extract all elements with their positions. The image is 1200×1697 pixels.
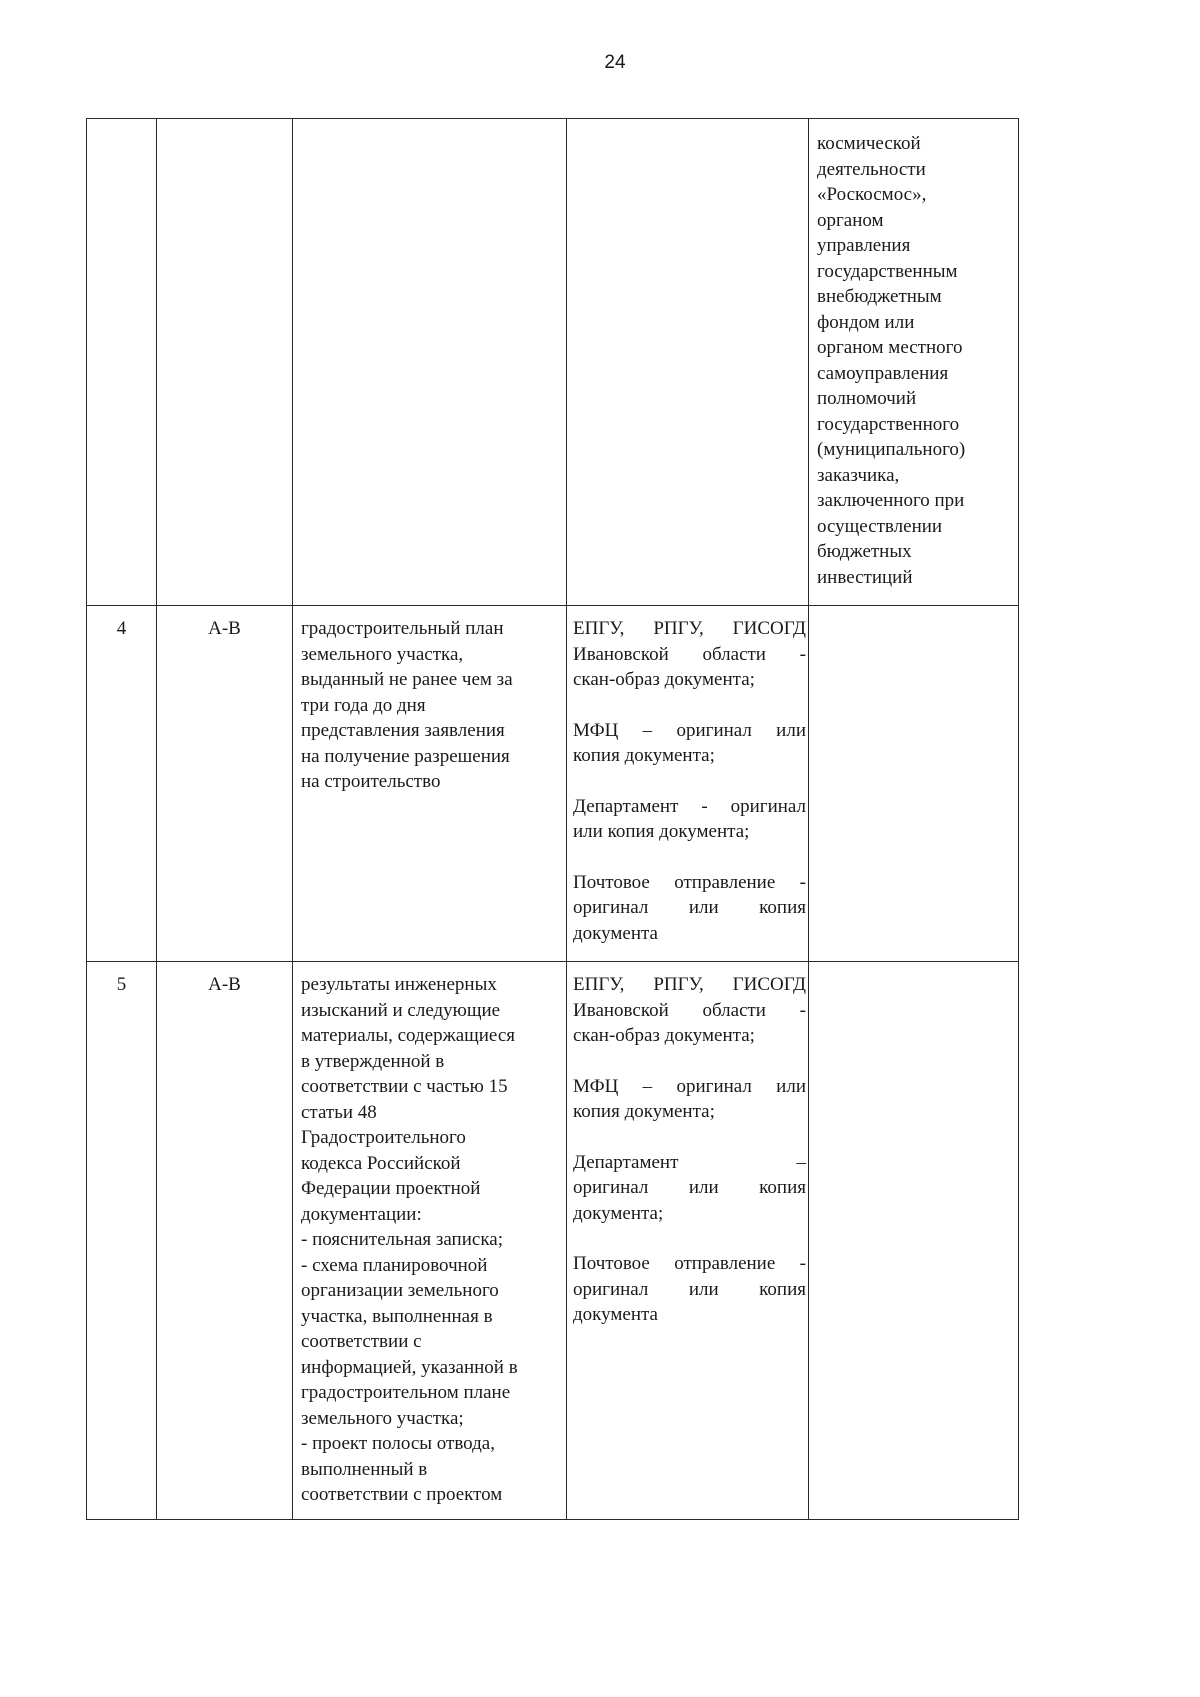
submission-method-line: Почтовое отправление - xyxy=(573,1253,806,1274)
submission-method-block xyxy=(573,794,806,845)
document-description-line: представления заявления xyxy=(301,720,505,741)
document-description-line: выданный не ранее чем за xyxy=(301,669,513,690)
submission-method-line: скан-образ документа; xyxy=(573,669,755,690)
document-description-line: на строительство xyxy=(301,771,441,792)
submission-method-line: копия документа; xyxy=(573,1101,715,1122)
applicant-category-cell: А-В xyxy=(157,606,293,962)
page-number: 24 xyxy=(604,52,626,73)
submission-method-line: Ивановской области - xyxy=(573,999,806,1021)
note-line: заказчика, xyxy=(817,464,900,486)
note-line: (муниципального) xyxy=(817,439,966,460)
submission-method-block xyxy=(573,972,806,1049)
applicant-category-cell: А-В xyxy=(157,962,293,1520)
submission-method-cell xyxy=(567,606,809,962)
document-description-line: соответствии с xyxy=(301,1331,422,1352)
row-number-cell: 5 xyxy=(87,962,157,1520)
document-description-line: кодекса Российской xyxy=(301,1152,461,1174)
document-description-line: статьи 48 xyxy=(301,1101,377,1123)
document-description-line: документации: xyxy=(301,1203,422,1225)
submission-method-block xyxy=(573,1150,806,1227)
document-description-line: земельного участка, xyxy=(301,643,464,665)
submission-method-line: Почтовое отправление - xyxy=(573,871,806,893)
note-line: внебюджетным xyxy=(817,286,942,307)
document-description-line: земельного участка; xyxy=(301,1407,464,1429)
submission-method-line: копия документа; xyxy=(573,745,715,766)
row-number-cell: 4 xyxy=(87,606,157,962)
document-description-line: градостроительном плане xyxy=(301,1382,511,1403)
note-line: инвестиций xyxy=(817,566,913,588)
submission-method-line: ЕПГУ, РПГУ, ГИСОГД xyxy=(573,618,806,639)
document-description-line: Градостроительного xyxy=(301,1127,466,1148)
submission-method-block xyxy=(573,1251,806,1328)
document-description-line: - схема планировочной xyxy=(301,1254,488,1276)
note-line: деятельности xyxy=(817,158,926,180)
documents-table xyxy=(86,118,1019,1520)
note-line: бюджетных xyxy=(817,541,912,562)
submission-method-line: документа xyxy=(573,1304,658,1325)
submission-method-line: МФЦ – оригинал или xyxy=(573,1075,806,1097)
submission-method-line: документа; xyxy=(573,1202,664,1224)
note-line: заключенного при xyxy=(817,490,965,511)
document-description-line: выполненный в xyxy=(301,1458,428,1480)
document-description-line: изысканий и следующие xyxy=(301,999,501,1021)
submission-method-line: Департамент - оригинал xyxy=(573,795,806,817)
note-line: осуществлении xyxy=(817,515,943,537)
document-description-line: информацией, указанной в xyxy=(301,1356,518,1378)
submission-method-line: оригинал или копия xyxy=(573,1278,806,1300)
submission-method-block xyxy=(573,1074,806,1125)
table-row xyxy=(87,606,1019,962)
submission-method-line: МФЦ – оригинал или xyxy=(573,719,806,741)
document-description-cell xyxy=(293,962,567,1520)
note-line: «Роскосмос», xyxy=(817,184,927,205)
note-line: космической xyxy=(817,133,921,154)
document-description-line: материалы, содержащиеся xyxy=(301,1025,516,1046)
note-line: органом местного xyxy=(817,337,963,358)
documents-table-wrapper xyxy=(86,118,1018,1520)
submission-method-line: ЕПГУ, РПГУ, ГИСОГД xyxy=(573,974,806,995)
document-description-line: организации земельного xyxy=(301,1280,499,1301)
submission-method-line: оригинал или копия xyxy=(573,1177,806,1198)
note-line: государственным xyxy=(817,260,958,282)
note-line: органом xyxy=(817,209,884,231)
submission-method-line: Департамент – xyxy=(573,1151,806,1173)
submission-method-line: оригинал или копия xyxy=(573,897,806,918)
table-row xyxy=(87,119,1019,606)
document-description-line: результаты инженерных xyxy=(301,974,497,995)
row-number-cell xyxy=(87,119,157,606)
submission-method-block xyxy=(573,870,806,947)
document-description-line: - проект полосы отвода, xyxy=(301,1433,495,1454)
note-cell xyxy=(809,962,1019,1520)
document-description-line: в утвержденной в xyxy=(301,1050,445,1072)
document-description-line: соответствии с частью 15 xyxy=(301,1076,508,1097)
note-line: фондом или xyxy=(817,311,915,333)
table-body xyxy=(87,119,1019,1520)
document-description-cell xyxy=(293,606,567,962)
submission-method-line: документа xyxy=(573,922,658,944)
document-description-line: три года до дня xyxy=(301,694,426,716)
submission-method-cell xyxy=(567,962,809,1520)
submission-method-line: или копия документа; xyxy=(573,821,750,842)
submission-method-block xyxy=(573,616,806,693)
note-cell xyxy=(809,119,1019,606)
submission-method-block xyxy=(573,718,806,769)
document-description-line: на получение разрешения xyxy=(301,745,510,767)
document-description-line: соответствии с проектом xyxy=(301,1484,503,1505)
applicant-category-cell xyxy=(157,119,293,606)
document-description-cell xyxy=(293,119,567,606)
note-line: управления xyxy=(817,235,911,256)
submission-method-line: Ивановской области - xyxy=(573,643,806,665)
note-cell xyxy=(809,606,1019,962)
submission-method-cell xyxy=(567,119,809,606)
document-description-line: - пояснительная записка; xyxy=(301,1229,503,1250)
document-description-line: участка, выполненная в xyxy=(301,1305,493,1327)
note-line: самоуправления xyxy=(817,362,949,384)
table-row xyxy=(87,962,1019,1520)
document-description-line: Федерации проектной xyxy=(301,1178,481,1199)
note-line: полномочий xyxy=(817,388,917,409)
note-line: государственного xyxy=(817,413,960,435)
submission-method-line: скан-образ документа; xyxy=(573,1025,755,1046)
document-description-line: градостроительный план xyxy=(301,618,504,639)
